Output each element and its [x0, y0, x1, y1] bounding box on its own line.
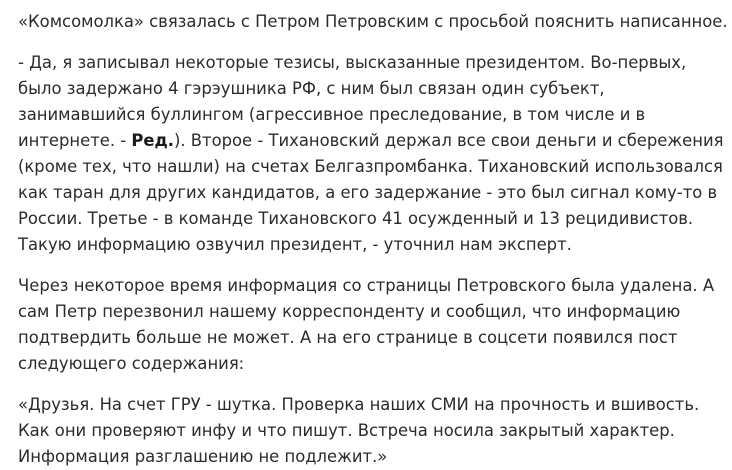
post-line: Как они проверяют инфу и что пишут. Встреча носила закрытый характер.: [18, 421, 675, 440]
quote-line: России. Третье - в команде Тихановского 41 осужденный и 13 рецидивистов.: [18, 209, 694, 228]
quote-line: было задержано 4 гэрэушника РФ, с ним был связан один субъект,: [18, 79, 605, 98]
post-quote-paragraph: [18, 392, 732, 470]
quote-text: ). Второе - Тихановский держал все свои деньги и сбережения: [173, 131, 724, 150]
quote-line: (кроме тех, что нашли) на счетах Белгазпромбанка. Тихановский использовался: [18, 157, 723, 176]
paragraph-line: следующего содержания:: [18, 354, 245, 373]
paragraph-line: подтвердить больше не может. А на его странице в соцсети появился пост: [18, 328, 678, 347]
quote-line: [18, 128, 732, 154]
quote-line: - Да, я записывал некоторые тезисы, высказанные президентом. Во-первых,: [18, 53, 687, 72]
quote-line: Такую информацию озвучил президент, - уточнил нам эксперт.: [18, 235, 572, 254]
post-line: «Друзья. На счет ГРУ - шутка. Проверка наших СМИ на прочность и вшивость.: [18, 395, 700, 414]
follow-up-paragraph: [18, 273, 732, 377]
quote-text: интернете. -: [18, 131, 132, 150]
post-line: Информация разглашению не подлежит.»: [18, 447, 388, 466]
interview-quote-paragraph: [18, 50, 732, 258]
editor-note: Ред.: [131, 131, 174, 150]
intro-text: «Комсомолка» связалась с Петром Петровским с просьбой пояснить написанное.: [18, 12, 728, 31]
quote-line: занимавшийся буллингом (агрессивное преследование, в том числе и в: [18, 105, 646, 124]
quote-line: как таран для других кандидатов, а его задержание - это был сигнал кому-то в: [18, 183, 718, 202]
intro-paragraph: [18, 9, 732, 35]
paragraph-line: Через некоторое время информация со страницы Петровского была удалена. А: [18, 276, 715, 295]
paragraph-line: сам Петр перезвонил нашему корреспонденту и сообщил, что информацию: [18, 302, 681, 321]
